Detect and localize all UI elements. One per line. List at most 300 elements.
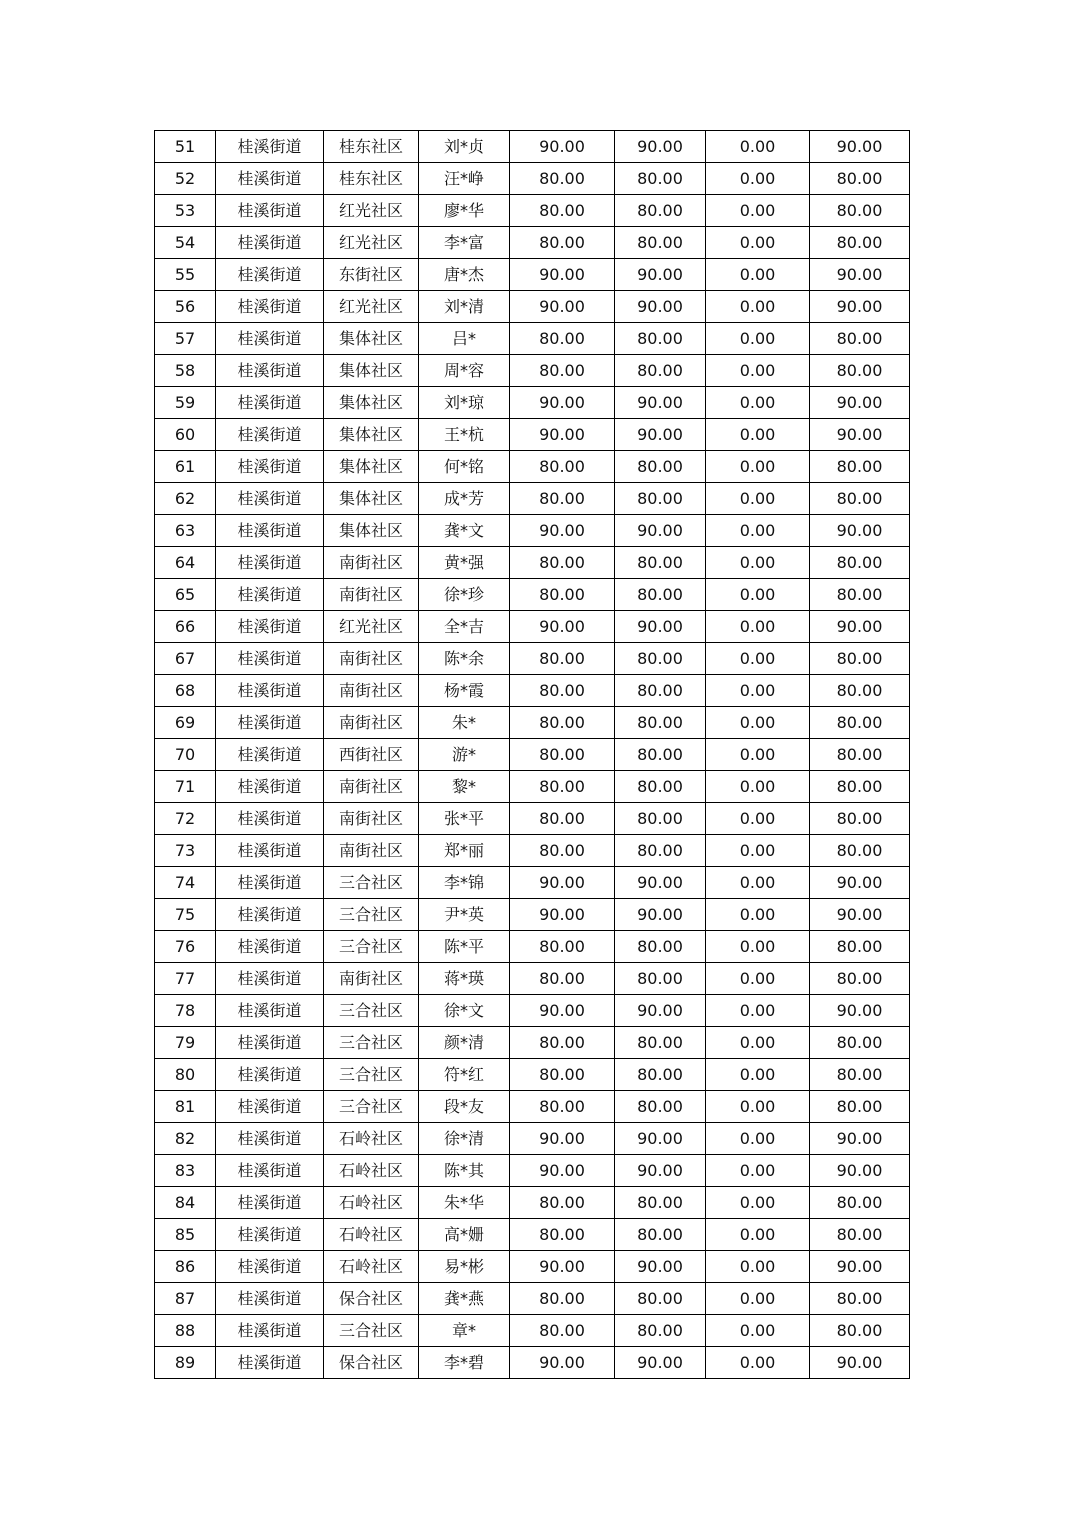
community-cell: 石岭社区 xyxy=(324,1123,419,1155)
amount-cell-2: 90.00 xyxy=(615,387,706,419)
name-cell: 游* xyxy=(419,739,510,771)
table-row xyxy=(155,707,910,739)
table-row xyxy=(155,1251,910,1283)
amount-cell-2: 80.00 xyxy=(615,579,706,611)
row-number-cell: 53 xyxy=(155,195,216,227)
amount-cell-4: 80.00 xyxy=(810,195,910,227)
amount-cell-2: 80.00 xyxy=(615,739,706,771)
table-row xyxy=(155,323,910,355)
amount-cell-3: 0.00 xyxy=(706,739,810,771)
amount-cell-2: 90.00 xyxy=(615,995,706,1027)
amount-cell-3: 0.00 xyxy=(706,259,810,291)
amount-cell-1: 80.00 xyxy=(510,1059,615,1091)
community-cell: 集体社区 xyxy=(324,387,419,419)
table-row xyxy=(155,131,910,163)
table-row xyxy=(155,291,910,323)
amount-cell-3: 0.00 xyxy=(706,675,810,707)
table-row xyxy=(155,803,910,835)
amount-cell-1: 80.00 xyxy=(510,1091,615,1123)
subdistrict-cell: 桂溪街道 xyxy=(216,387,324,419)
amount-cell-4: 80.00 xyxy=(810,163,910,195)
community-cell: 红光社区 xyxy=(324,227,419,259)
data-table xyxy=(154,130,910,1379)
subdistrict-cell: 桂溪街道 xyxy=(216,1283,324,1315)
name-cell: 杨*霞 xyxy=(419,675,510,707)
row-number-cell: 72 xyxy=(155,803,216,835)
amount-cell-1: 80.00 xyxy=(510,451,615,483)
amount-cell-2: 80.00 xyxy=(615,163,706,195)
subdistrict-cell: 桂溪街道 xyxy=(216,835,324,867)
subdistrict-cell: 桂溪街道 xyxy=(216,515,324,547)
amount-cell-4: 90.00 xyxy=(810,419,910,451)
amount-cell-2: 90.00 xyxy=(615,611,706,643)
row-number-cell: 80 xyxy=(155,1059,216,1091)
row-number-cell: 55 xyxy=(155,259,216,291)
amount-cell-3: 0.00 xyxy=(706,1123,810,1155)
name-cell: 唐*杰 xyxy=(419,259,510,291)
amount-cell-3: 0.00 xyxy=(706,643,810,675)
amount-cell-1: 80.00 xyxy=(510,707,615,739)
amount-cell-1: 90.00 xyxy=(510,131,615,163)
amount-cell-1: 80.00 xyxy=(510,643,615,675)
table-row xyxy=(155,1027,910,1059)
community-cell: 南街社区 xyxy=(324,771,419,803)
amount-cell-4: 90.00 xyxy=(810,867,910,899)
amount-cell-3: 0.00 xyxy=(706,1155,810,1187)
community-cell: 三合社区 xyxy=(324,867,419,899)
amount-cell-2: 80.00 xyxy=(615,1315,706,1347)
table-row xyxy=(155,1091,910,1123)
table-row xyxy=(155,1315,910,1347)
amount-cell-2: 80.00 xyxy=(615,227,706,259)
amount-cell-4: 90.00 xyxy=(810,995,910,1027)
amount-cell-1: 80.00 xyxy=(510,803,615,835)
subdistrict-cell: 桂溪街道 xyxy=(216,963,324,995)
community-cell: 红光社区 xyxy=(324,195,419,227)
amount-cell-2: 80.00 xyxy=(615,1283,706,1315)
amount-cell-4: 90.00 xyxy=(810,291,910,323)
amount-cell-4: 90.00 xyxy=(810,387,910,419)
community-cell: 保合社区 xyxy=(324,1347,419,1379)
subdistrict-cell: 桂溪街道 xyxy=(216,483,324,515)
subdistrict-cell: 桂溪街道 xyxy=(216,1027,324,1059)
name-cell: 全*吉 xyxy=(419,611,510,643)
amount-cell-2: 90.00 xyxy=(615,1123,706,1155)
subdistrict-cell: 桂溪街道 xyxy=(216,355,324,387)
amount-cell-2: 80.00 xyxy=(615,803,706,835)
amount-cell-1: 90.00 xyxy=(510,387,615,419)
name-cell: 徐*珍 xyxy=(419,579,510,611)
table-row xyxy=(155,675,910,707)
community-cell: 南街社区 xyxy=(324,707,419,739)
amount-cell-1: 90.00 xyxy=(510,611,615,643)
amount-cell-1: 80.00 xyxy=(510,1187,615,1219)
amount-cell-4: 90.00 xyxy=(810,1251,910,1283)
name-cell: 章* xyxy=(419,1315,510,1347)
subdistrict-cell: 桂溪街道 xyxy=(216,227,324,259)
amount-cell-4: 80.00 xyxy=(810,1219,910,1251)
amount-cell-4: 90.00 xyxy=(810,899,910,931)
name-cell: 朱* xyxy=(419,707,510,739)
amount-cell-2: 90.00 xyxy=(615,1155,706,1187)
amount-cell-2: 80.00 xyxy=(615,547,706,579)
community-cell: 三合社区 xyxy=(324,899,419,931)
amount-cell-1: 90.00 xyxy=(510,1251,615,1283)
name-cell: 李*碧 xyxy=(419,1347,510,1379)
amount-cell-3: 0.00 xyxy=(706,1059,810,1091)
table-row xyxy=(155,387,910,419)
row-number-cell: 83 xyxy=(155,1155,216,1187)
amount-cell-3: 0.00 xyxy=(706,387,810,419)
table-row xyxy=(155,1155,910,1187)
subdistrict-cell: 桂溪街道 xyxy=(216,291,324,323)
community-cell: 南街社区 xyxy=(324,547,419,579)
table-row xyxy=(155,1283,910,1315)
amount-cell-3: 0.00 xyxy=(706,1283,810,1315)
row-number-cell: 62 xyxy=(155,483,216,515)
row-number-cell: 54 xyxy=(155,227,216,259)
amount-cell-4: 80.00 xyxy=(810,1315,910,1347)
amount-cell-3: 0.00 xyxy=(706,483,810,515)
amount-cell-4: 80.00 xyxy=(810,835,910,867)
subdistrict-cell: 桂溪街道 xyxy=(216,163,324,195)
name-cell: 尹*英 xyxy=(419,899,510,931)
amount-cell-3: 0.00 xyxy=(706,835,810,867)
amount-cell-3: 0.00 xyxy=(706,963,810,995)
name-cell: 吕* xyxy=(419,323,510,355)
amount-cell-3: 0.00 xyxy=(706,1187,810,1219)
table-row xyxy=(155,355,910,387)
subdistrict-cell: 桂溪街道 xyxy=(216,771,324,803)
row-number-cell: 75 xyxy=(155,899,216,931)
community-cell: 集体社区 xyxy=(324,451,419,483)
amount-cell-1: 80.00 xyxy=(510,675,615,707)
subdistrict-cell: 桂溪街道 xyxy=(216,1315,324,1347)
row-number-cell: 77 xyxy=(155,963,216,995)
amount-cell-3: 0.00 xyxy=(706,227,810,259)
community-cell: 石岭社区 xyxy=(324,1187,419,1219)
amount-cell-4: 90.00 xyxy=(810,1155,910,1187)
amount-cell-4: 80.00 xyxy=(810,355,910,387)
amount-cell-1: 90.00 xyxy=(510,867,615,899)
community-cell: 南街社区 xyxy=(324,803,419,835)
community-cell: 西街社区 xyxy=(324,739,419,771)
amount-cell-2: 90.00 xyxy=(615,899,706,931)
community-cell: 集体社区 xyxy=(324,419,419,451)
amount-cell-1: 80.00 xyxy=(510,323,615,355)
community-cell: 三合社区 xyxy=(324,1059,419,1091)
amount-cell-1: 90.00 xyxy=(510,259,615,291)
amount-cell-1: 80.00 xyxy=(510,1219,615,1251)
amount-cell-2: 80.00 xyxy=(615,931,706,963)
amount-cell-3: 0.00 xyxy=(706,611,810,643)
subdistrict-cell: 桂溪街道 xyxy=(216,1123,324,1155)
subdistrict-cell: 桂溪街道 xyxy=(216,739,324,771)
name-cell: 龚*文 xyxy=(419,515,510,547)
name-cell: 何*铭 xyxy=(419,451,510,483)
subdistrict-cell: 桂溪街道 xyxy=(216,899,324,931)
table-row xyxy=(155,995,910,1027)
amount-cell-1: 90.00 xyxy=(510,899,615,931)
amount-cell-1: 90.00 xyxy=(510,291,615,323)
name-cell: 周*容 xyxy=(419,355,510,387)
amount-cell-2: 80.00 xyxy=(615,1187,706,1219)
table-row xyxy=(155,547,910,579)
amount-cell-2: 80.00 xyxy=(615,451,706,483)
name-cell: 徐*清 xyxy=(419,1123,510,1155)
name-cell: 李*锦 xyxy=(419,867,510,899)
community-cell: 三合社区 xyxy=(324,1027,419,1059)
community-cell: 集体社区 xyxy=(324,355,419,387)
amount-cell-2: 80.00 xyxy=(615,483,706,515)
table-row xyxy=(155,227,910,259)
amount-cell-4: 80.00 xyxy=(810,227,910,259)
amount-cell-1: 80.00 xyxy=(510,931,615,963)
row-number-cell: 84 xyxy=(155,1187,216,1219)
table-row xyxy=(155,483,910,515)
name-cell: 王*杭 xyxy=(419,419,510,451)
amount-cell-3: 0.00 xyxy=(706,867,810,899)
amount-cell-3: 0.00 xyxy=(706,515,810,547)
amount-cell-4: 90.00 xyxy=(810,131,910,163)
amount-cell-3: 0.00 xyxy=(706,195,810,227)
subdistrict-cell: 桂溪街道 xyxy=(216,579,324,611)
community-cell: 三合社区 xyxy=(324,995,419,1027)
row-number-cell: 85 xyxy=(155,1219,216,1251)
amount-cell-2: 90.00 xyxy=(615,259,706,291)
subdistrict-cell: 桂溪街道 xyxy=(216,131,324,163)
name-cell: 黎* xyxy=(419,771,510,803)
table-row xyxy=(155,419,910,451)
amount-cell-3: 0.00 xyxy=(706,323,810,355)
amount-cell-1: 80.00 xyxy=(510,579,615,611)
amount-cell-4: 80.00 xyxy=(810,739,910,771)
amount-cell-3: 0.00 xyxy=(706,163,810,195)
row-number-cell: 86 xyxy=(155,1251,216,1283)
amount-cell-1: 90.00 xyxy=(510,1123,615,1155)
amount-cell-4: 80.00 xyxy=(810,803,910,835)
subdistrict-cell: 桂溪街道 xyxy=(216,547,324,579)
community-cell: 保合社区 xyxy=(324,1283,419,1315)
name-cell: 刘*琼 xyxy=(419,387,510,419)
table-row xyxy=(155,899,910,931)
row-number-cell: 59 xyxy=(155,387,216,419)
table-row xyxy=(155,739,910,771)
amount-cell-2: 90.00 xyxy=(615,515,706,547)
table-row xyxy=(155,163,910,195)
name-cell: 黄*强 xyxy=(419,547,510,579)
row-number-cell: 87 xyxy=(155,1283,216,1315)
community-cell: 桂东社区 xyxy=(324,163,419,195)
amount-cell-2: 80.00 xyxy=(615,675,706,707)
row-number-cell: 70 xyxy=(155,739,216,771)
subdistrict-cell: 桂溪街道 xyxy=(216,259,324,291)
amount-cell-3: 0.00 xyxy=(706,707,810,739)
amount-cell-3: 0.00 xyxy=(706,803,810,835)
community-cell: 红光社区 xyxy=(324,291,419,323)
subdistrict-cell: 桂溪街道 xyxy=(216,931,324,963)
community-cell: 三合社区 xyxy=(324,1315,419,1347)
row-number-cell: 89 xyxy=(155,1347,216,1379)
amount-cell-3: 0.00 xyxy=(706,1315,810,1347)
name-cell: 蒋*瑛 xyxy=(419,963,510,995)
row-number-cell: 52 xyxy=(155,163,216,195)
table-row xyxy=(155,1347,910,1379)
row-number-cell: 67 xyxy=(155,643,216,675)
table-row xyxy=(155,867,910,899)
name-cell: 陈*余 xyxy=(419,643,510,675)
subdistrict-cell: 桂溪街道 xyxy=(216,1251,324,1283)
amount-cell-2: 80.00 xyxy=(615,643,706,675)
community-cell: 红光社区 xyxy=(324,611,419,643)
subdistrict-cell: 桂溪街道 xyxy=(216,1091,324,1123)
amount-cell-4: 80.00 xyxy=(810,1187,910,1219)
row-number-cell: 51 xyxy=(155,131,216,163)
name-cell: 段*友 xyxy=(419,1091,510,1123)
name-cell: 徐*文 xyxy=(419,995,510,1027)
community-cell: 桂东社区 xyxy=(324,131,419,163)
table-row xyxy=(155,1059,910,1091)
amount-cell-2: 90.00 xyxy=(615,131,706,163)
name-cell: 成*芳 xyxy=(419,483,510,515)
amount-cell-4: 80.00 xyxy=(810,963,910,995)
amount-cell-1: 80.00 xyxy=(510,195,615,227)
amount-cell-1: 90.00 xyxy=(510,1347,615,1379)
row-number-cell: 78 xyxy=(155,995,216,1027)
amount-cell-4: 80.00 xyxy=(810,1027,910,1059)
row-number-cell: 71 xyxy=(155,771,216,803)
row-number-cell: 82 xyxy=(155,1123,216,1155)
table-row xyxy=(155,579,910,611)
table-row xyxy=(155,611,910,643)
name-cell: 龚*燕 xyxy=(419,1283,510,1315)
amount-cell-1: 80.00 xyxy=(510,963,615,995)
amount-cell-4: 80.00 xyxy=(810,483,910,515)
community-cell: 南街社区 xyxy=(324,675,419,707)
amount-cell-1: 80.00 xyxy=(510,1283,615,1315)
name-cell: 颜*清 xyxy=(419,1027,510,1059)
subdistrict-cell: 桂溪街道 xyxy=(216,1059,324,1091)
amount-cell-4: 90.00 xyxy=(810,515,910,547)
subdistrict-cell: 桂溪街道 xyxy=(216,451,324,483)
subdistrict-cell: 桂溪街道 xyxy=(216,867,324,899)
amount-cell-1: 90.00 xyxy=(510,995,615,1027)
amount-cell-1: 80.00 xyxy=(510,739,615,771)
amount-cell-2: 90.00 xyxy=(615,291,706,323)
amount-cell-3: 0.00 xyxy=(706,451,810,483)
name-cell: 汪*峥 xyxy=(419,163,510,195)
amount-cell-4: 80.00 xyxy=(810,707,910,739)
row-number-cell: 57 xyxy=(155,323,216,355)
amount-cell-1: 80.00 xyxy=(510,835,615,867)
amount-cell-3: 0.00 xyxy=(706,995,810,1027)
amount-cell-4: 80.00 xyxy=(810,1059,910,1091)
amount-cell-1: 90.00 xyxy=(510,515,615,547)
amount-cell-2: 80.00 xyxy=(615,1027,706,1059)
name-cell: 郑*丽 xyxy=(419,835,510,867)
community-cell: 南街社区 xyxy=(324,835,419,867)
amount-cell-4: 80.00 xyxy=(810,1091,910,1123)
row-number-cell: 61 xyxy=(155,451,216,483)
name-cell: 朱*华 xyxy=(419,1187,510,1219)
subdistrict-cell: 桂溪街道 xyxy=(216,323,324,355)
amount-cell-4: 80.00 xyxy=(810,323,910,355)
subdistrict-cell: 桂溪街道 xyxy=(216,195,324,227)
amount-cell-3: 0.00 xyxy=(706,931,810,963)
row-number-cell: 73 xyxy=(155,835,216,867)
amount-cell-2: 90.00 xyxy=(615,1251,706,1283)
community-cell: 集体社区 xyxy=(324,483,419,515)
amount-cell-4: 80.00 xyxy=(810,451,910,483)
name-cell: 李*富 xyxy=(419,227,510,259)
amount-cell-3: 0.00 xyxy=(706,1347,810,1379)
amount-cell-3: 0.00 xyxy=(706,131,810,163)
subdistrict-cell: 桂溪街道 xyxy=(216,675,324,707)
amount-cell-1: 90.00 xyxy=(510,419,615,451)
amount-cell-4: 80.00 xyxy=(810,931,910,963)
name-cell: 符*红 xyxy=(419,1059,510,1091)
table-row xyxy=(155,643,910,675)
name-cell: 廖*华 xyxy=(419,195,510,227)
name-cell: 刘*清 xyxy=(419,291,510,323)
amount-cell-4: 80.00 xyxy=(810,643,910,675)
amount-cell-1: 80.00 xyxy=(510,483,615,515)
name-cell: 张*平 xyxy=(419,803,510,835)
amount-cell-1: 90.00 xyxy=(510,1155,615,1187)
table-row xyxy=(155,451,910,483)
amount-cell-1: 80.00 xyxy=(510,547,615,579)
row-number-cell: 74 xyxy=(155,867,216,899)
subdistrict-cell: 桂溪街道 xyxy=(216,419,324,451)
community-cell: 石岭社区 xyxy=(324,1219,419,1251)
row-number-cell: 63 xyxy=(155,515,216,547)
amount-cell-2: 80.00 xyxy=(615,323,706,355)
table-row xyxy=(155,1187,910,1219)
amount-cell-1: 80.00 xyxy=(510,227,615,259)
row-number-cell: 68 xyxy=(155,675,216,707)
amount-cell-4: 80.00 xyxy=(810,771,910,803)
subdistrict-cell: 桂溪街道 xyxy=(216,803,324,835)
amount-cell-3: 0.00 xyxy=(706,899,810,931)
table-row xyxy=(155,1219,910,1251)
row-number-cell: 81 xyxy=(155,1091,216,1123)
amount-cell-3: 0.00 xyxy=(706,291,810,323)
amount-cell-2: 80.00 xyxy=(615,1219,706,1251)
amount-cell-3: 0.00 xyxy=(706,547,810,579)
name-cell: 刘*贞 xyxy=(419,131,510,163)
amount-cell-1: 80.00 xyxy=(510,771,615,803)
subdistrict-cell: 桂溪街道 xyxy=(216,707,324,739)
row-number-cell: 56 xyxy=(155,291,216,323)
row-number-cell: 66 xyxy=(155,611,216,643)
table-row xyxy=(155,515,910,547)
community-cell: 三合社区 xyxy=(324,931,419,963)
subdistrict-cell: 桂溪街道 xyxy=(216,995,324,1027)
table-row xyxy=(155,1123,910,1155)
amount-cell-4: 80.00 xyxy=(810,579,910,611)
amount-cell-3: 0.00 xyxy=(706,419,810,451)
amount-cell-2: 90.00 xyxy=(615,867,706,899)
amount-cell-3: 0.00 xyxy=(706,1027,810,1059)
name-cell: 高*姗 xyxy=(419,1219,510,1251)
subdistrict-cell: 桂溪街道 xyxy=(216,1187,324,1219)
amount-cell-1: 80.00 xyxy=(510,163,615,195)
amount-cell-4: 90.00 xyxy=(810,259,910,291)
community-cell: 石岭社区 xyxy=(324,1155,419,1187)
table-row xyxy=(155,771,910,803)
table-row xyxy=(155,259,910,291)
table-row xyxy=(155,195,910,227)
